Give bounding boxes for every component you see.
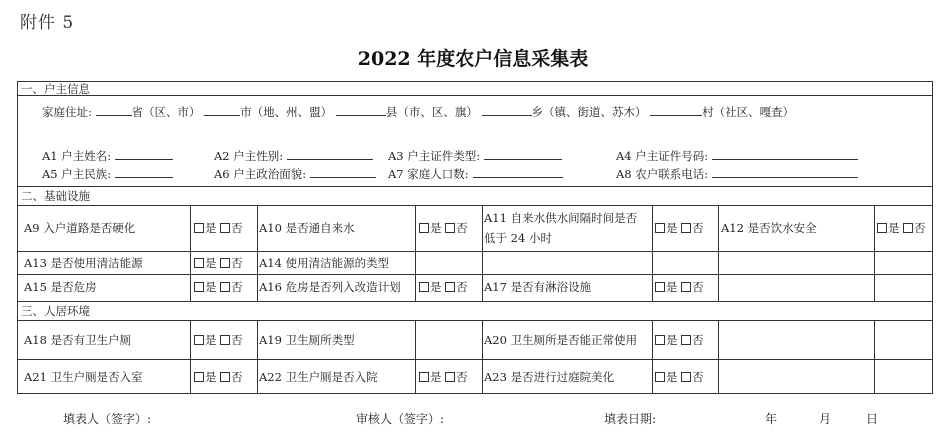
no-text: 否 [456, 280, 468, 294]
a1-label: A1 户主姓名: [42, 149, 112, 163]
a23-yes-no [655, 370, 704, 384]
col-rule [415, 205, 416, 301]
field-a2 [214, 148, 373, 163]
a3-blank[interactable] [484, 148, 562, 160]
section-title-infrastructure: 二、基础设施 [21, 189, 90, 203]
a9-label: A9 入户道路是否硬化 [24, 221, 136, 235]
a16-yes-checkbox[interactable] [419, 282, 429, 292]
no-text: 否 [231, 256, 243, 270]
field-a8 [616, 166, 858, 181]
yes-text: 是 [430, 280, 442, 294]
date-day-label: 日 [866, 412, 879, 426]
field-a7 [388, 166, 563, 181]
col-rule [190, 205, 191, 301]
a23-no-checkbox[interactable] [681, 372, 691, 382]
field-a6 [214, 166, 376, 181]
village-blank[interactable] [650, 104, 702, 116]
yes-text: 是 [666, 280, 678, 294]
a17-no-checkbox[interactable] [681, 282, 691, 292]
no-text: 否 [914, 221, 926, 235]
address-label: 家庭住址: [42, 105, 92, 119]
a5-label: A5 户主民族: [42, 167, 112, 181]
a10-no-checkbox[interactable] [445, 223, 455, 233]
a15-yes-checkbox[interactable] [194, 282, 204, 292]
a17-label: A17 是否有淋浴设施 [484, 280, 592, 294]
a8-blank[interactable] [712, 166, 858, 178]
a15-yes-no [194, 280, 243, 294]
a18-yes-checkbox[interactable] [194, 335, 204, 345]
col-rule [415, 320, 416, 394]
info-form [17, 81, 933, 394]
province-label: 省（区、市） [131, 105, 201, 119]
section-title-household-head: 一、户主信息 [21, 82, 90, 96]
yes-text: 是 [205, 280, 217, 294]
a12-no-checkbox[interactable] [903, 223, 913, 233]
field-a3 [388, 148, 562, 163]
col-rule [482, 320, 483, 394]
a9-no-checkbox[interactable] [220, 223, 230, 233]
a16-label: A16 危房是否列入改造计划 [259, 280, 401, 294]
a20-label: A20 卫生厕所是否能正常使用 [484, 333, 638, 347]
a11-yes-no [655, 221, 704, 235]
reviewer-signature-label: 审核人（签字）: [356, 412, 445, 426]
col-rule [652, 320, 653, 394]
date-year-label: 年 [765, 412, 778, 426]
a21-yes-no [194, 370, 243, 384]
a22-label: A22 卫生户厕是否入院 [259, 370, 378, 384]
no-text: 否 [456, 221, 468, 235]
col-rule [718, 320, 719, 394]
a12-yes-checkbox[interactable] [877, 223, 887, 233]
col-rule [652, 205, 653, 301]
a7-blank[interactable] [473, 166, 563, 178]
a2-blank[interactable] [287, 148, 373, 160]
rule [18, 205, 932, 206]
no-text: 否 [692, 333, 704, 347]
town-label: 乡（镇、街道、苏木） [531, 105, 647, 119]
rule [18, 359, 932, 360]
a11-no-checkbox[interactable] [681, 223, 691, 233]
yes-text: 是 [205, 333, 217, 347]
a10-yes-no [419, 221, 468, 235]
yes-text: 是 [205, 221, 217, 235]
a10-label: A10 是否通自来水 [259, 221, 355, 235]
a4-blank[interactable] [712, 148, 858, 160]
a17-yes-no [655, 280, 704, 294]
a18-no-checkbox[interactable] [220, 335, 230, 345]
a13-yes-checkbox[interactable] [194, 258, 204, 268]
a20-no-checkbox[interactable] [681, 335, 691, 345]
village-label: 村（社区、嘎查） [702, 105, 795, 119]
attachment-label: 附件 5 [20, 13, 75, 33]
a10-yes-checkbox[interactable] [419, 223, 429, 233]
a21-no-checkbox[interactable] [220, 372, 230, 382]
a13-yes-no [194, 256, 243, 270]
yes-text: 是 [205, 370, 217, 384]
field-a5 [42, 166, 173, 181]
a12-yes-no [877, 221, 926, 235]
a23-yes-checkbox[interactable] [655, 372, 665, 382]
col-rule [257, 205, 258, 301]
rule [18, 274, 932, 275]
fill-date-label: 填表日期: [604, 412, 657, 426]
yes-text: 是 [666, 221, 678, 235]
a6-label: A6 户主政治面貌: [214, 167, 307, 181]
yes-text: 是 [430, 370, 442, 384]
rule [18, 320, 932, 321]
a15-no-checkbox[interactable] [220, 282, 230, 292]
col-rule [718, 205, 719, 301]
filler-signature-label: 填表人（签字）: [63, 412, 152, 426]
a14-label: A14 使用清洁能源的类型 [259, 256, 390, 270]
field-a4 [616, 148, 858, 163]
a20-yes-no [655, 333, 704, 347]
province-blank[interactable] [96, 104, 132, 116]
county-label: 县（市、区、旗） [385, 105, 478, 119]
no-text: 否 [456, 370, 468, 384]
a11-yes-checkbox[interactable] [655, 223, 665, 233]
a19-label: A19 卫生厕所类型 [259, 333, 355, 347]
rule [18, 251, 932, 252]
a23-label: A23 是否进行过庭院美化 [484, 370, 615, 384]
a22-yes-checkbox[interactable] [419, 372, 429, 382]
rule [18, 186, 932, 187]
rule [18, 95, 932, 96]
no-text: 否 [692, 221, 704, 235]
a18-label: A18 是否有卫生户厕 [24, 333, 132, 347]
a22-no-checkbox[interactable] [445, 372, 455, 382]
a3-label: A3 户主证件类型: [388, 149, 481, 163]
a4-label: A4 户主证件号码: [616, 149, 709, 163]
a5-blank[interactable] [115, 166, 173, 178]
date-month-label: 月 [819, 412, 832, 426]
no-text: 否 [231, 370, 243, 384]
a2-label: A2 户主性别: [214, 149, 284, 163]
yes-text: 是 [666, 370, 678, 384]
yes-text: 是 [430, 221, 442, 235]
a22-yes-no [419, 370, 468, 384]
a13-label: A13 是否使用清洁能源 [24, 256, 143, 270]
col-rule [874, 320, 875, 394]
a21-label: A21 卫生户厕是否入室 [24, 370, 143, 384]
form-title: 2022 年度农户信息采集表 [357, 48, 589, 70]
county-blank[interactable] [336, 104, 386, 116]
a16-yes-no [419, 280, 468, 294]
no-text: 否 [692, 280, 704, 294]
a16-no-checkbox[interactable] [445, 282, 455, 292]
field-a1 [42, 148, 173, 163]
town-blank[interactable] [482, 104, 532, 116]
a8-label: A8 农户联系电话: [616, 167, 709, 181]
a11-label-line2: 低于 24 小时 [484, 231, 552, 245]
a6-blank[interactable] [310, 166, 376, 178]
yes-text: 是 [888, 221, 900, 235]
a15-label: A15 是否危房 [24, 280, 97, 294]
yes-text: 是 [666, 333, 678, 347]
a9-yes-no [194, 221, 243, 235]
a1-blank[interactable] [115, 148, 173, 160]
no-text: 否 [231, 333, 243, 347]
col-rule [190, 320, 191, 394]
a9-yes-checkbox[interactable] [194, 223, 204, 233]
city-blank[interactable] [204, 104, 240, 116]
a13-no-checkbox[interactable] [220, 258, 230, 268]
col-rule [482, 205, 483, 301]
yes-text: 是 [205, 256, 217, 270]
a20-yes-checkbox[interactable] [655, 335, 665, 345]
a18-yes-no [194, 333, 243, 347]
city-label: 市（地、州、盟） [240, 105, 333, 119]
a7-label: A7 家庭人口数: [388, 167, 469, 181]
a21-yes-checkbox[interactable] [194, 372, 204, 382]
col-rule [874, 205, 875, 301]
rule [18, 301, 932, 302]
no-text: 否 [231, 221, 243, 235]
a12-label: A12 是否饮水安全 [721, 221, 817, 235]
col-rule [257, 320, 258, 394]
no-text: 否 [692, 370, 704, 384]
address-row [42, 104, 794, 119]
no-text: 否 [231, 280, 243, 294]
section-title-living-environment: 三、人居环境 [21, 304, 90, 318]
a11-label-line1: A11 自来水供水间隔时间是否 [484, 211, 638, 225]
a17-yes-checkbox[interactable] [655, 282, 665, 292]
